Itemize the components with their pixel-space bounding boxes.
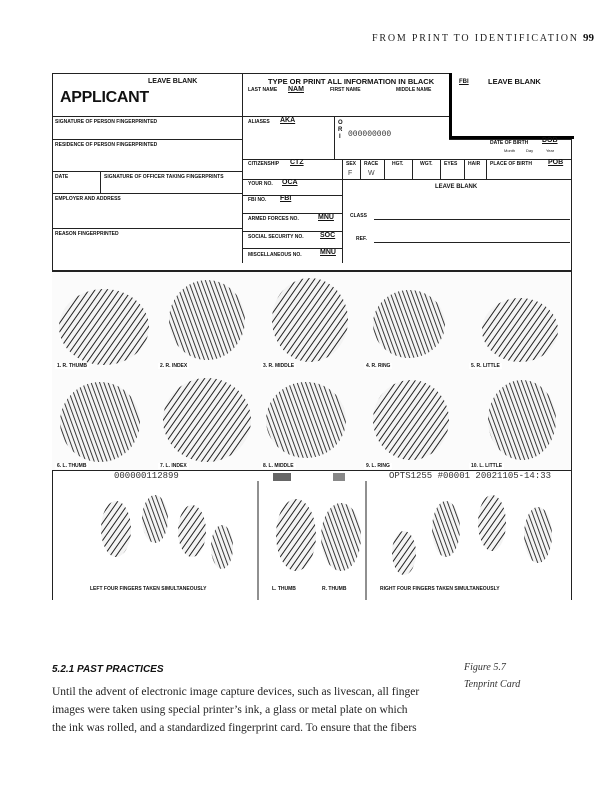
- social-security-label: SOCIAL SECURITY NO.: [248, 234, 304, 240]
- ori-number: 000000000: [348, 130, 392, 139]
- redaction-bar: [273, 473, 291, 481]
- finger-cell-3: [258, 272, 362, 371]
- body-line: Until the advent of electronic image capture devices, such as livescan, all finger: [52, 686, 420, 698]
- year-label: Year: [546, 148, 555, 153]
- armed-forces-code: MNU: [318, 214, 334, 221]
- finger-label: 9. L. RING: [366, 463, 390, 469]
- finger-label: 7. L. INDEX: [160, 463, 187, 469]
- left-thumb-label: L. THUMB: [272, 586, 296, 592]
- ref-label: REF.: [356, 236, 367, 242]
- body-line: images were taken using special printer’s ink, a glass or metal plate on which: [52, 704, 408, 716]
- date-label: DATE: [55, 174, 69, 180]
- finger-cell-6: [52, 370, 156, 471]
- finger-cell-9: [361, 370, 467, 471]
- finger-cell-4: [361, 272, 467, 371]
- leave-blank-middle: LEAVE BLANK: [435, 184, 478, 190]
- ori-letter-r: R: [338, 127, 343, 133]
- fingerprint-image: [361, 272, 466, 370]
- stamp-right: OPTS1255 #00001 20021105-14:33: [389, 471, 552, 481]
- left-four-label: LEFT FOUR FINGERS TAKEN SIMULTANEOUSLY: [90, 586, 207, 592]
- ori-letter-o: O: [338, 120, 343, 126]
- fingerprint-slaps: [52, 481, 571, 600]
- aliases-label: ALIASES: [248, 119, 270, 125]
- last-name-label: LAST NAME: [248, 87, 278, 93]
- finger-label: 6. L. THUMB: [57, 463, 87, 469]
- fingerprint-image: [258, 370, 361, 470]
- finger-cell-10: [466, 370, 571, 471]
- first-name-label: FIRST NAME: [330, 87, 361, 93]
- your-no-code: OCA: [282, 179, 298, 186]
- figure-caption: Tenprint Card: [464, 679, 521, 690]
- finger-cell-2: [155, 272, 259, 371]
- your-no-label: YOUR NO.: [248, 181, 273, 187]
- running-title: FROM PRINT TO IDENTIFICATION: [372, 33, 579, 44]
- body-text: [52, 683, 442, 737]
- weight-label: WGT.: [420, 161, 433, 167]
- eyes-label: EYES: [444, 161, 458, 167]
- armed-forces-label: ARMED FORCES NO.: [248, 216, 299, 222]
- type-or-print-label: TYPE OR PRINT ALL INFORMATION IN BLACK: [268, 77, 435, 86]
- right-four-label: RIGHT FOUR FINGERS TAKEN SIMULTANEOUSLY: [380, 586, 500, 592]
- body-line: the ink was rolled, and a standardized fingerprint card. To ensure that the fibers: [52, 722, 417, 734]
- misc-code: MNU: [320, 249, 336, 256]
- figure-number: Figure 5.7: [464, 662, 506, 673]
- fbi-no-code: FBI: [280, 195, 292, 202]
- fbi-label: FBI: [459, 79, 469, 85]
- ori-letter-i: I: [339, 134, 341, 140]
- citizenship-label: CITIZENSHIP: [248, 161, 280, 167]
- aliases-code: AKA: [280, 117, 296, 124]
- employer-label: EMPLOYER AND ADDRESS: [55, 196, 121, 202]
- finger-label: 2. R. INDEX: [160, 363, 188, 369]
- redaction-bar: [333, 473, 345, 481]
- fingerprint-image: [52, 272, 155, 370]
- pob-code: POB: [548, 159, 564, 166]
- right-thumb-label: R. THUMB: [322, 586, 347, 592]
- signature-officer-label: SIGNATURE OF OFFICER TAKING FINGERPRINTS: [104, 174, 224, 180]
- applicant-title: APPLICANT: [60, 89, 149, 106]
- finger-label: 8. L. MIDDLE: [263, 463, 294, 469]
- fbi-no-label: FBI NO.: [248, 197, 267, 203]
- race-value: W: [368, 170, 375, 177]
- height-label: HGT.: [392, 161, 404, 167]
- residence-label: RESIDENCE OF PERSON FINGERPRINTED: [55, 142, 158, 148]
- signature-person-label: SIGNATURE OF PERSON FINGERPRINTED: [55, 119, 158, 125]
- finger-cell-8: [258, 370, 362, 471]
- finger-label: 3. R. MIDDLE: [263, 363, 295, 369]
- sex-label: SEX: [346, 161, 357, 167]
- social-security-code: SOC: [320, 232, 336, 239]
- race-label: RACE: [364, 161, 379, 167]
- plain-impressions: [52, 481, 571, 600]
- finger-label: 10. L. LITTLE: [471, 463, 503, 469]
- finger-label: 4. R. RING: [366, 363, 391, 369]
- page-number: 99: [583, 32, 594, 44]
- day-label: Day: [526, 148, 534, 153]
- fingerprint-image: [52, 370, 155, 470]
- finger-cell-1: [52, 272, 156, 371]
- citizenship-code: CTZ: [290, 159, 304, 166]
- reason-label: REASON FINGERPRINTED: [55, 231, 119, 237]
- fingerprint-image: [155, 272, 258, 370]
- stamp-left: 000000112899: [114, 471, 179, 481]
- fingerprint-image: [361, 370, 466, 470]
- fingerprint-image: [466, 272, 571, 370]
- fingerprint-image: [258, 272, 361, 370]
- middle-name-label: MIDDLE NAME: [396, 87, 432, 93]
- fingerprint-image: [155, 370, 258, 470]
- class-label: CLASS: [350, 213, 367, 219]
- place-of-birth-label: PLACE OF BIRTH: [490, 161, 532, 167]
- finger-label: 5. R. LITTLE: [471, 363, 500, 369]
- hair-label: HAIR: [468, 161, 481, 167]
- finger-cell-5: [466, 272, 571, 371]
- leave-blank-top: LEAVE BLANK: [148, 78, 198, 85]
- dob-code: DOB: [542, 137, 558, 144]
- finger-cell-7: [155, 370, 259, 471]
- sex-value: F: [348, 170, 353, 177]
- fingerprint-image: [466, 370, 571, 470]
- finger-label: 1. R. THUMB: [57, 363, 87, 369]
- misc-label: MISCELLANEOUS NO.: [248, 252, 302, 258]
- last-name-code: NAM: [288, 86, 304, 93]
- tenprint-card: [52, 73, 571, 600]
- leave-blank-fbi: LEAVE BLANK: [488, 77, 541, 86]
- month-label: Month: [504, 148, 516, 153]
- section-heading: 5.2.1 PAST PRACTICES: [52, 664, 164, 675]
- dob-label: DATE OF BIRTH: [490, 140, 529, 146]
